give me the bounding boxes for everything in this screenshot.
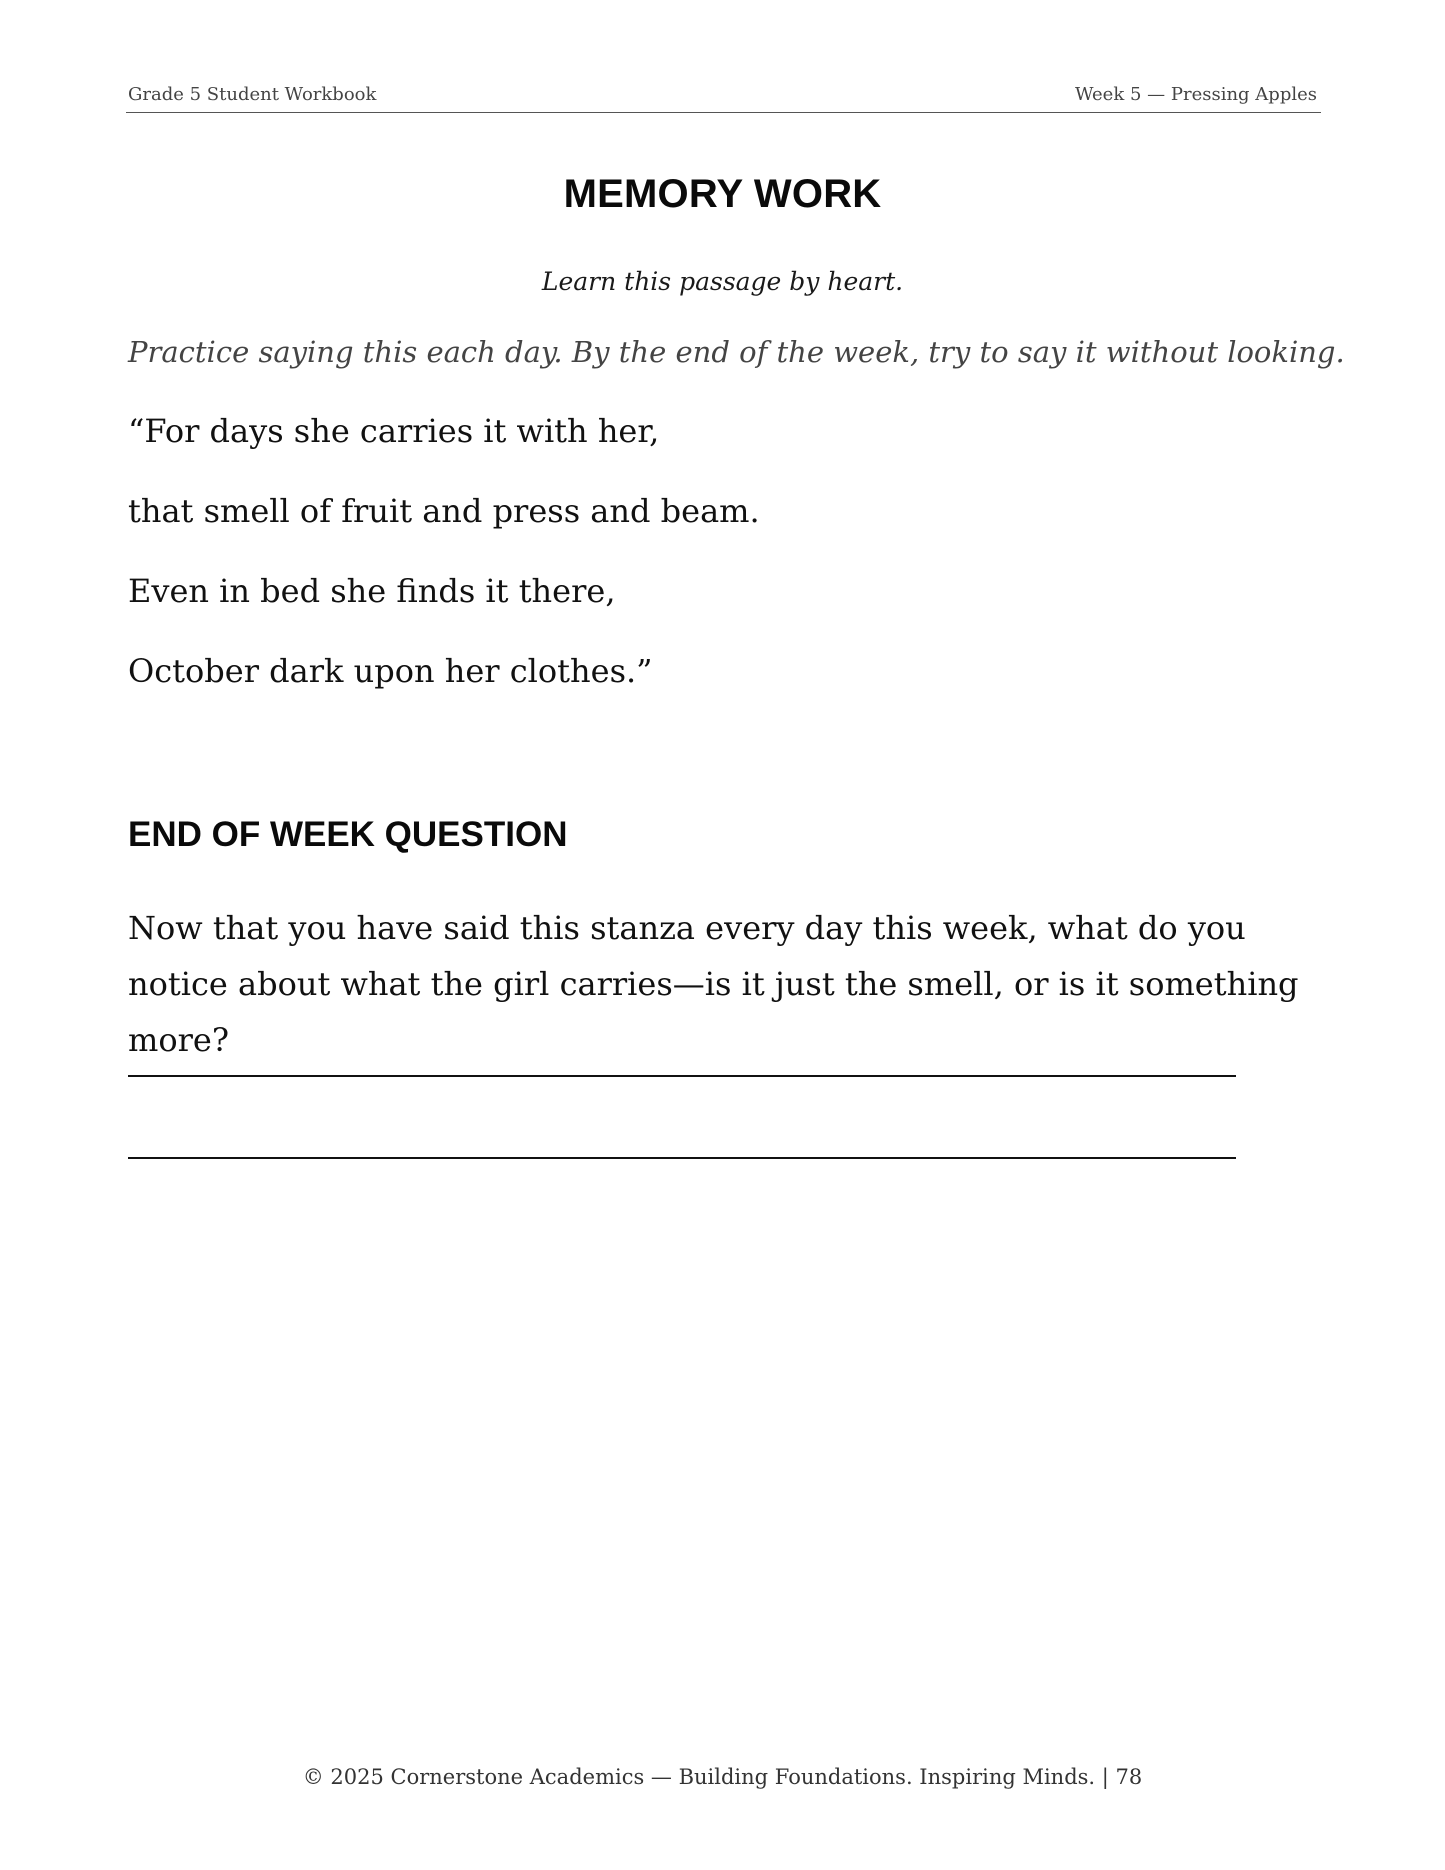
- stanza-line: “For days she carries it with her,: [128, 412, 660, 450]
- answer-line[interactable]: [128, 1157, 1236, 1159]
- memory-work-instruction: Practice saying this each day. By the end of the week, try to say it without looking.: [128, 335, 1345, 369]
- stanza-line: Even in bed she finds it there,: [128, 572, 616, 610]
- end-of-week-question: Now that you have said this stanza every day this week, what do you notice about what the girl carries—is it just the smell, or is it something more?: [128, 909, 1299, 1059]
- workbook-title: Grade 5 Student Workbook: [128, 84, 377, 105]
- stanza-line: October dark upon her clothes.”: [128, 652, 653, 690]
- answer-line[interactable]: [128, 1075, 1236, 1077]
- stanza-line: that smell of fruit and press and beam.: [128, 492, 760, 530]
- memory-work-title: MEMORY WORK: [563, 172, 882, 216]
- page-header: [126, 82, 1321, 113]
- page-footer: © 2025 Cornerstone Academics — Building Foundations. Inspiring Minds. | 78: [302, 1765, 1143, 1789]
- end-of-week-heading: END OF WEEK QUESTION: [128, 815, 568, 854]
- memory-work-subtitle: Learn this passage by heart.: [541, 267, 904, 296]
- week-title: Week 5 — Pressing Apples: [1075, 84, 1317, 105]
